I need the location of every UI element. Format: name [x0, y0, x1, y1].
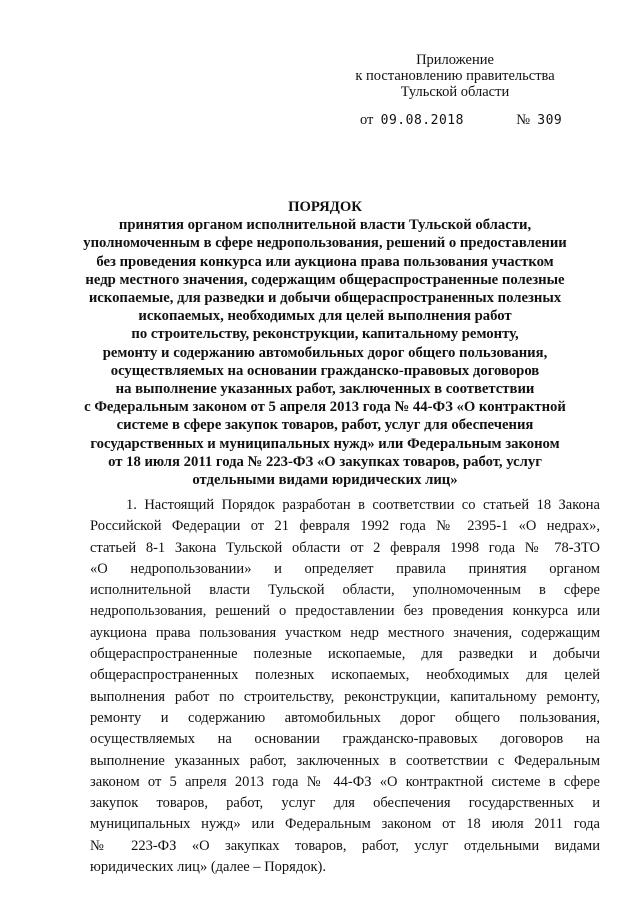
paragraph-line: общераспространенные полезные ископаемые, для разведки и добычи: [90, 646, 600, 663]
title-line: системе в сфере закупок товаров, работ, услуг для обеспечения: [116, 417, 534, 434]
paragraph-line: ремонту и содержанию автомобильных дорог общего пользования,: [90, 709, 600, 726]
number-label: №: [516, 112, 531, 128]
paragraph-1: [90, 495, 600, 878]
title-line: государственных и муниципальных нужд» или Федеральным законом: [90, 435, 560, 452]
title-line: по строительству, реконструкции, капитальному ремонту,: [131, 326, 519, 343]
title-line: ископаемые, для разведки и добычи общераспространенных полезных: [88, 290, 562, 307]
title-line: от 18 июля 2011 года № 223-ФЗ «О закупках товаров, работ, услуг: [108, 453, 542, 470]
appendix-line-2: к постановлению правительства: [355, 68, 555, 84]
paragraph-line: законом от 5 апреля 2013 года № 44-ФЗ «О контрактной системе в сфере: [90, 773, 600, 790]
paragraph-line: общераспространенных полезных ископаемых, необходимых для целей: [90, 667, 600, 684]
title-heading: ПОРЯДОК: [288, 199, 362, 215]
paragraph-line: Российской Федерации от 21 февраля 1992 года № 2395-1 «О недрах»,: [90, 518, 600, 535]
appendix-line-3: Тульской области: [400, 84, 510, 100]
title-line: на выполнение указанных работ, заключенных в соответствии: [115, 381, 535, 398]
paragraph-line: недропользования, решений о предоставлении без проведения конкурса или: [90, 603, 600, 620]
registration-line: [360, 112, 562, 129]
paragraph-line: юридических лиц» (далее – Порядок).: [90, 859, 326, 876]
title-line: уполномоченным в сфере недропользования, решений о предоставлении: [83, 235, 567, 252]
title-line: без проведения конкурса или аукциона права пользования участком: [96, 253, 554, 270]
date-label: от: [360, 112, 374, 128]
paragraph-line: статьей 8-1 Закона Тульской области от 2 февраля 1998 года № 78-ЗТО: [90, 539, 600, 556]
paragraph-line: исполнительной власти Тульской области, уполномоченным в сфере: [90, 582, 600, 599]
paragraph-line: «О недропользовании» и определяет правила принятия органом: [90, 560, 600, 577]
document-date: 09.08.2018: [380, 113, 464, 128]
document-title: [30, 198, 620, 489]
paragraph-line: 1. Настоящий Порядок разработан в соответствии со статьей 18 Закона: [126, 497, 600, 513]
paragraph-line: закупок товаров, работ, услуг для обеспечения государственных и: [90, 795, 600, 812]
paragraph-line: аукциона права пользования участком недр местного значения, содержащим: [90, 624, 600, 641]
paragraph-line: осуществляемых на основании гражданско-правовых договоров на: [90, 731, 600, 748]
paragraph-line: № 223-ФЗ «О закупках товаров, работ, услуг отдельными видами: [90, 837, 600, 854]
title-line: с Федеральным законом от 5 апреля 2013 года № 44-ФЗ «О контрактной: [84, 399, 566, 416]
paragraph-line: выполнения работ по строительству, реконструкции, капитальному ремонту,: [90, 688, 600, 705]
appendix-line-1: Приложение: [416, 52, 494, 68]
title-line: принятия органом исполнительной власти Тульской области,: [118, 217, 532, 234]
title-line: ископаемых, необходимых для целей выполнения работ: [138, 308, 512, 325]
paragraph-line: муниципальных нужд» или Федеральным законом от 18 июля 2011 года: [90, 816, 600, 833]
title-line: ремонту и содержанию автомобильных дорог общего пользования,: [102, 344, 548, 361]
document-number: 309: [537, 113, 563, 128]
appendix-header: [330, 52, 580, 100]
title-line: недр местного значения, содержащим общераспространенные полезные: [85, 271, 565, 288]
title-line: осуществляемых на основании гражданско-правовых договоров: [110, 362, 540, 379]
paragraph-line: выполнение указанных работ, заключенных в соответствии с Федеральным: [90, 752, 600, 769]
title-line: отдельными видами юридических лиц»: [192, 472, 458, 489]
